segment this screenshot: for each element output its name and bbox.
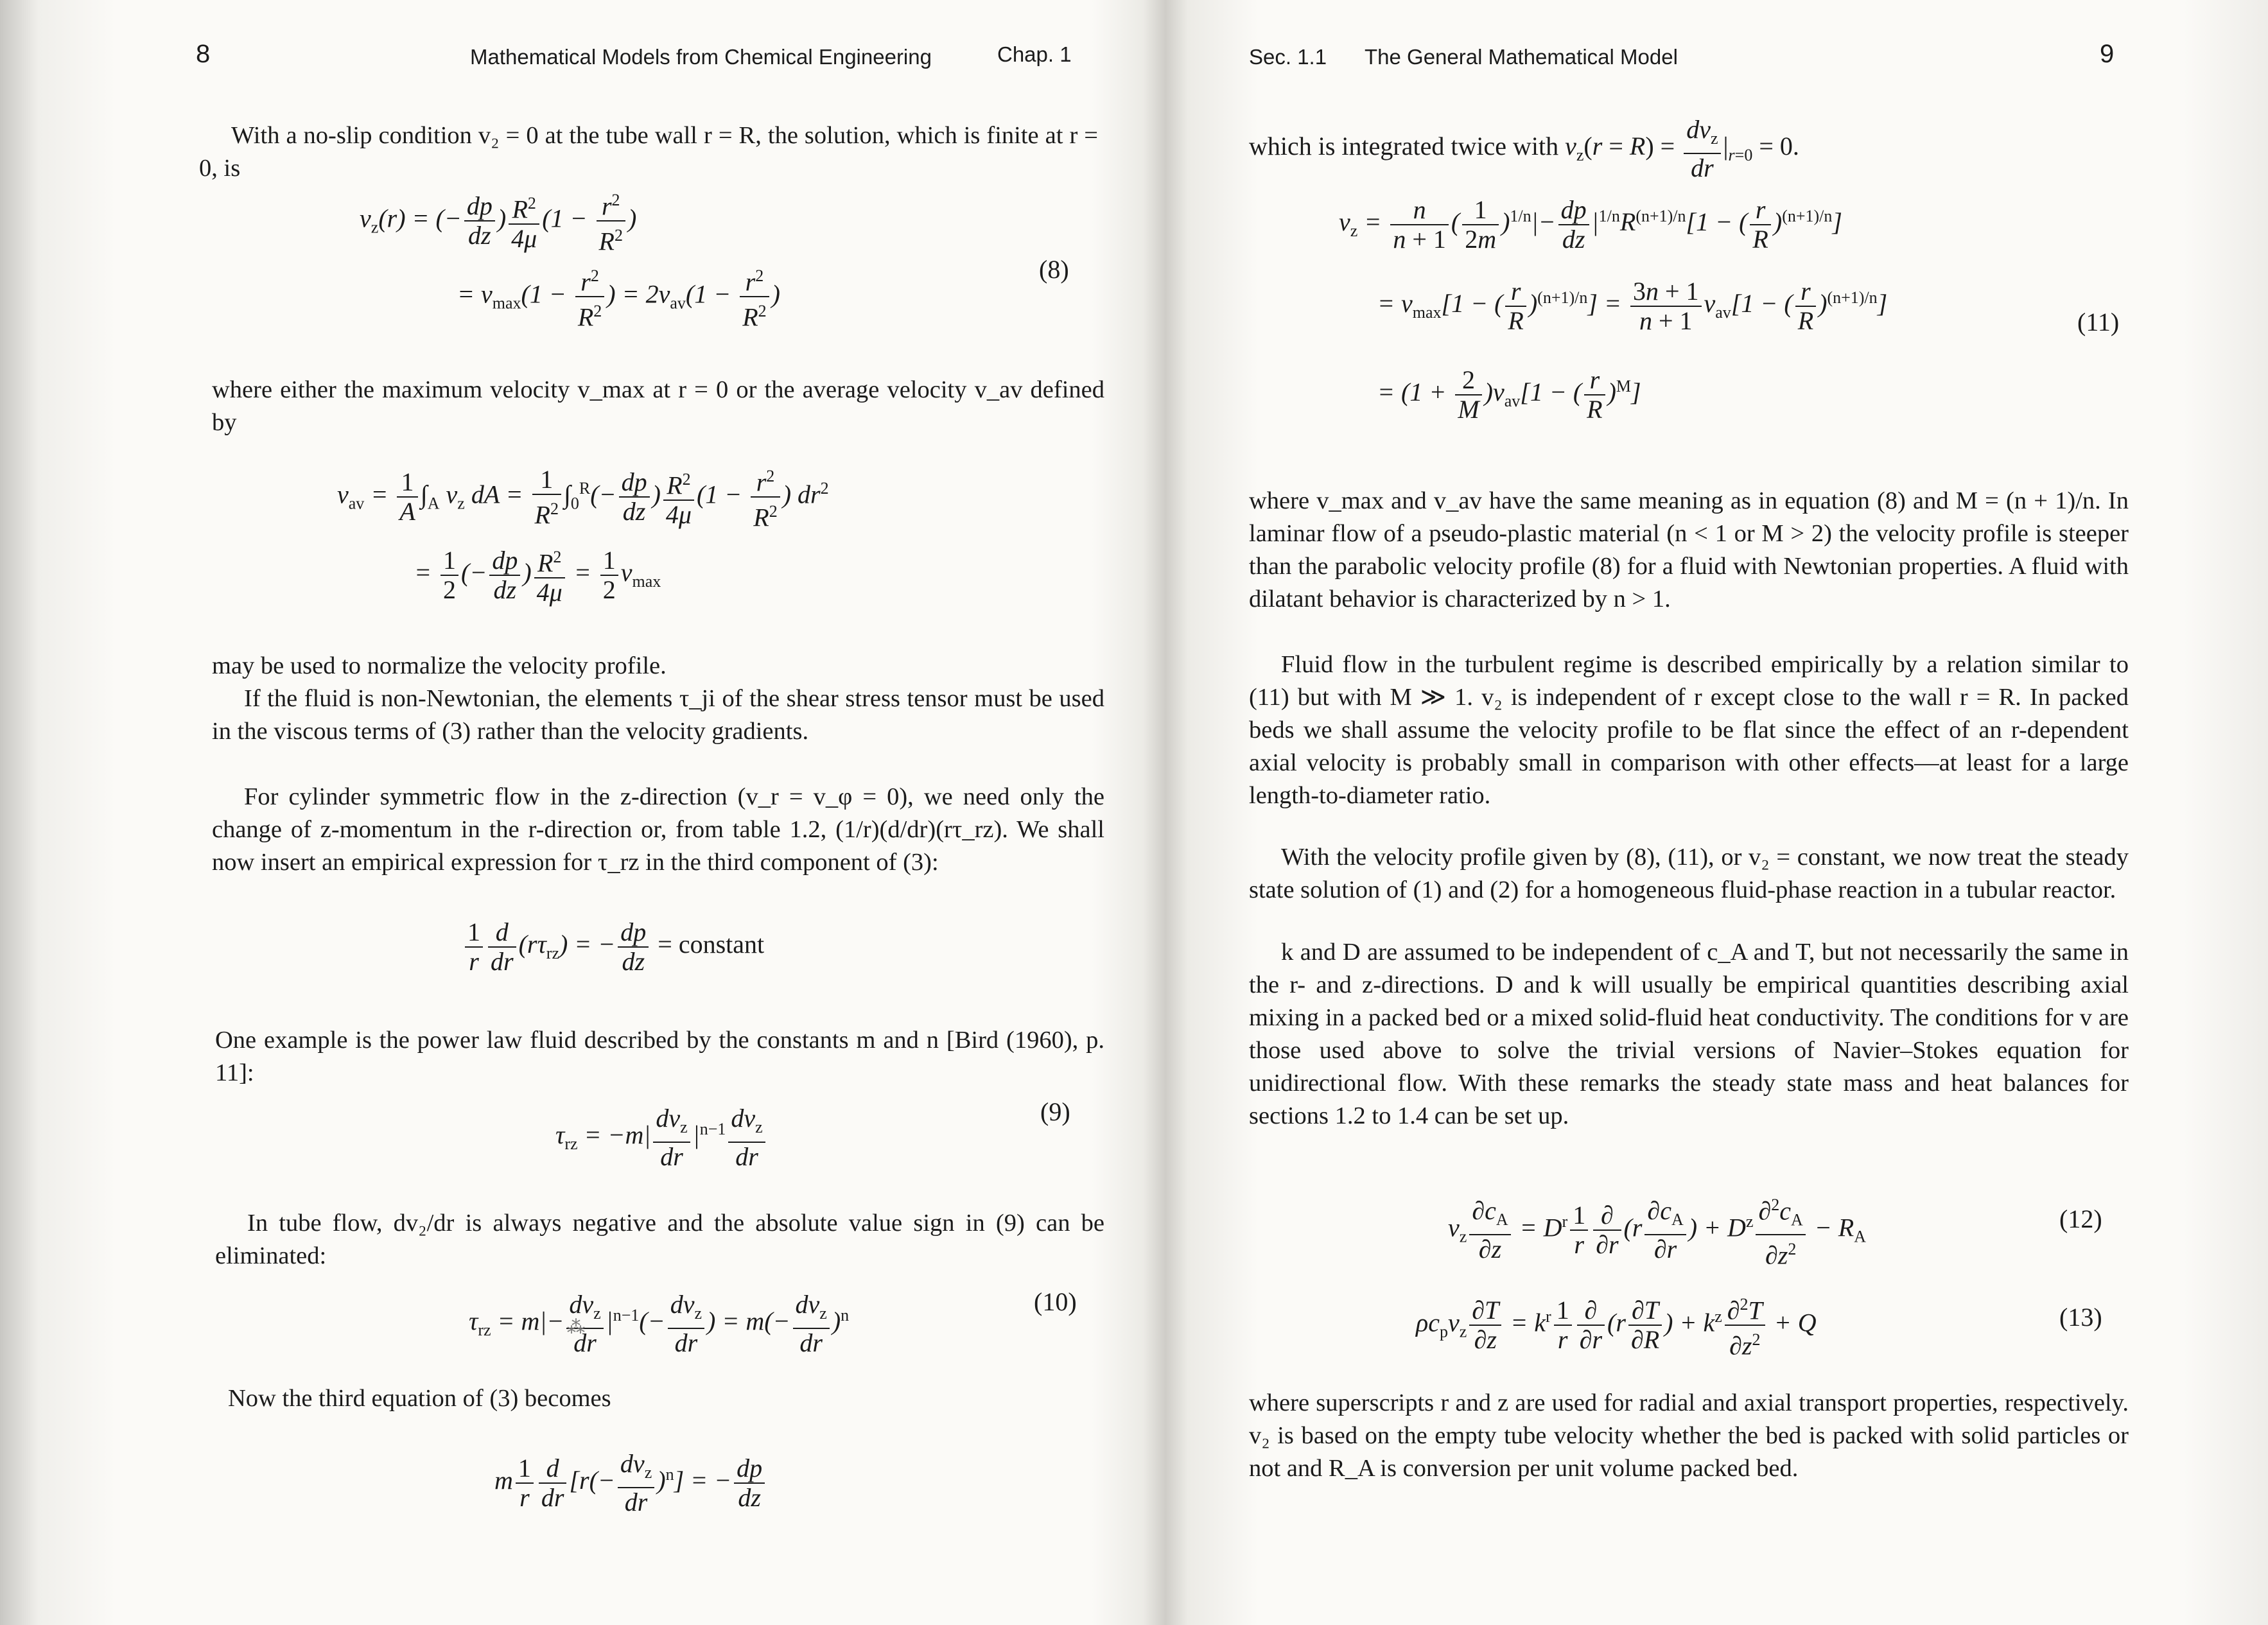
paragraph: Fluid flow in the turbulent regime is described empirically by a relation similar to (11) but with M ≫ 1. v₂ is independent of r except close to the wall r = R. In packed beds we shall assume the velocity profile to be flat since the effect of an r-dependent axial velocity is probably small in comparison with other effects—at least for a large length-to-diameter ratio.: [1249, 651, 2129, 809]
paragraph: Now the third equation of (3) becomes: [228, 1385, 611, 1412]
page-number: 9: [2100, 40, 2115, 68]
equation-vav-line1: $v_{av}$ = $\frac{1}{A}$ $\int_A$ $v_z$ dA = $\frac{1}{R^2}$ $\int_0^R(-$ $\frac{dp}{dz}$ ) $\frac{R^2}{4\mu}$ (1 − $\frac{r^2}{R^2}$ ) $dr^2$: [337, 462, 829, 532]
paragraph: In tube flow, dv₂/dr is always negative and the absolute value sign in (9) can be eliminated:: [215, 1210, 1104, 1269]
equation-11-line1: $v_z$ = $\frac{n}{n + 1}$ ( $\frac{1}{2m}$ )$^{1/n}$|− $\frac{dp}{dz}$ $|^{1/n}R^{(n+1)/n}[1$ − ( $\frac{r}{R}$ )$^{(n+1)/n}$]: [1339, 195, 1842, 254]
running-head: Mathematical Models from Chemical Engineering: [470, 45, 932, 69]
equation-number: (11): [2077, 308, 2120, 336]
equation-boundary-condition: which is integrated twice with $v_z(r = R)$ = $\frac{dv_z}{dr}$ $|_{r=0} = 0$.: [1249, 115, 1799, 182]
equation-number: (12): [2059, 1204, 2102, 1233]
left-page: [193, 0, 1111, 1625]
paragraph: may be used to normalize the velocity profile.: [212, 652, 667, 679]
equation-vav-line2: = $\frac{1}{2}$ (− $\frac{dp}{dz}$ ) $\frac{R^2}{4\mu}$ = $\frac{1}{2}$ $v_{max}$: [414, 543, 661, 607]
paragraph: One example is the power law fluid described by the constants m and n [Bird (1960), p. 11]:: [215, 1027, 1104, 1086]
page-number: 8: [196, 40, 211, 68]
right-page: [1249, 0, 2132, 1625]
paragraph: where superscripts r and z are used for radial and axial transport properties, respectively. v₂ is based on the empty tube velocity whether the bed is packed with solid particles or not and R_A is conversion per unit volume packed bed.: [1249, 1389, 2129, 1482]
equation-shear-constant: $\frac{1}{r}$ $\frac{d}{dr}$ $(r\tau_{rz})$ = − $\frac{dp}{dz}$ = constant: [462, 918, 764, 976]
running-head: The General Mathematical Model: [1365, 45, 1678, 69]
equation-9: $\tau_{rz} = -m|$ $\frac{dv_z}{dr}$ $|^{n-1}$ $\frac{dv_z}{dr}$: [555, 1104, 768, 1171]
left-running-header: [193, 40, 1111, 72]
section-label: Sec. 1.1: [1249, 45, 1327, 69]
equation-8-line2: = $v_{max}(1$ − $\frac{r^2}{R^2}$ ) = $2v_{av}(1$ − $\frac{r^2}{R^2}$ ): [457, 262, 780, 332]
paragraph: k and D are assumed to be independent of c_A and T, but not necessarily the same in the r- and z-directions. D and k will usually be empirical quantities describing axial mixing in a packed bed or a mixed solid-fluid heat conductivity. The conditions for v are those used above to solve the trivial versions of Navier–Stokes equation for unidirectional flow. With these remarks the steady state mass and heat balances for sections 1.2 to 1.4 can be set up.: [1249, 939, 2129, 1129]
equation-11-line2: = $v_{max}[1$ − ( $\frac{r}{R}$ )$^{(n+1)/n}$] = $\frac{3n + 1}{n + 1}$ $v_{av}[1$ − ( $\frac{r}{R}$ )$^{(n+1)/n}$]: [1377, 277, 1888, 335]
equation-number: (10): [1034, 1287, 1077, 1316]
paragraph: With the velocity profile given by (8), (11), or v₂ = constant, we now treat the steady state solution of (1) and (2) for a homogeneous fluid-phase reaction in a tubular reactor.: [1249, 844, 2129, 903]
equation-11-line3: = (1 + $\frac{2}{M}$ )$v_{av}[1$ − ( $\frac{r}{R}$ )$^M$]: [1377, 365, 1641, 424]
equation-power-law: m $\frac{1}{r}$ $\frac{d}{dr}$ [r(− $\frac{dv_z}{dr}$ )$^n$] = − $\frac{dp}{dz}$: [494, 1450, 767, 1516]
equation-number: (13): [2059, 1303, 2102, 1332]
chapter-label: Chap. 1: [997, 42, 1072, 66]
paragraph: If the fluid is non-Newtonian, the elements τ_ji of the shear stress tensor must be used in the viscous terms of (3) rather than the velocity gradients.: [212, 685, 1104, 745]
right-running-header: [1249, 40, 2132, 72]
equation-8-line1: $v_z(r)$ = (− $\frac{dp}{dz}$ ) $\frac{R^2}{4\mu}$ (1 − $\frac{r^2}{R^2}$ ): [360, 186, 636, 256]
equation-number: (9): [1040, 1097, 1070, 1126]
paragraph: With a no-slip condition v₂ = 0 at the tube wall r = R, the solution, which is finite at r = 0, is: [199, 122, 1098, 182]
equation-13: $\rho c_pv_z$ $\frac{\partial T}{\partial z}$ = $k^r$ $\frac{1}{r}$ $\frac{\partial}{\partial r}$ (r $\frac{\partial T}{\partial R}$ ) + $k^z$ $\frac{\partial^2T}{\partial z^2}$ + Q: [1416, 1290, 1817, 1360]
paragraph: where either the maximum velocity v_max at r = 0 or the average velocity v_av defined by: [212, 376, 1104, 436]
equation-12: $v_z$ $\frac{\partial c_A}{\partial z}$ = $D^r$ $\frac{1}{r}$ $\frac{\partial}{\partial r}$ (r $\frac{\partial c_A}{\partial r}$ ) + $D^z$ $\frac{\partial^2c_A}{\partial z^2}$ − $R_A$: [1448, 1191, 1866, 1270]
paragraph: where v_max and v_av have the same meaning as in equation (8) and M = (n + 1)/n. In laminar flow of a pseudo-plastic material (n < 1 or M > 2) the velocity profile is steeper than the parabolic velocity profile (8) for a fluid with Newtonian properties. A fluid with dilatant behavior is characterized by n > 1.: [1249, 487, 2129, 613]
ink-smudge: ⁂: [567, 1317, 585, 1337]
equation-10: $\tau_{rz} = m|-$ $\frac{dv_z}{dr}$ $|^{n-1}(-$ $\frac{dv_z}{dr}$ ) = m(− $\frac{dv_z}{dr}$ )$^n$: [469, 1290, 850, 1357]
equation-number: (8): [1039, 255, 1069, 284]
paragraph: For cylinder symmetric flow in the z-direction (v_r = v_φ = 0), we need only the change of z-momentum in the r-direction or, from table 1.2, (1/r)(d/dr)(rτ_rz). We shall now insert an empirical expression for τ_rz in the third component of (3):: [212, 783, 1104, 876]
